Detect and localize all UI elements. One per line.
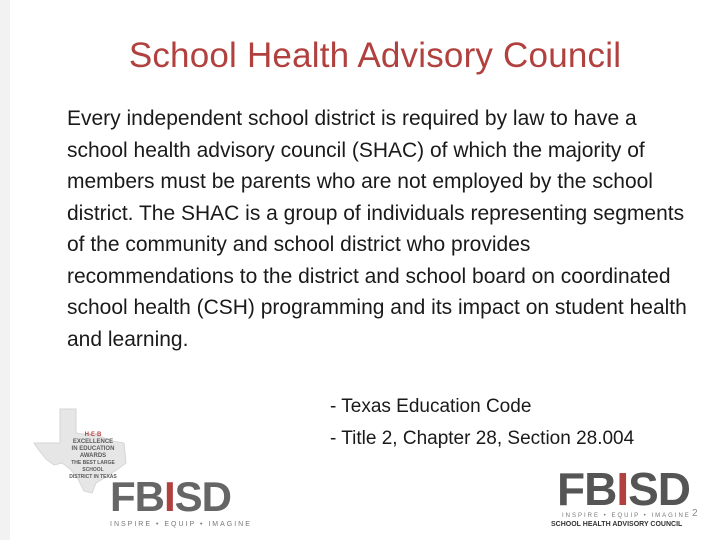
body-paragraph: Every independent school district is required by law to have a school health advisory council (SHAC) of which the majority of members must be parents who are not employed by the school district. The SHAC is a group of individuals representing segments of the community and school district who provides recommendations to the district and school board on coordinated school health (CSH) programming and its impact on student health and learning. — [67, 107, 687, 351]
award-line-4: AWARDS — [79, 453, 107, 459]
wordmark-pre: FB — [557, 463, 617, 515]
citation-line-1: - Texas Education Code — [330, 396, 532, 417]
citation-line-2: - Title 2, Chapter 28, Section 28.004 — [330, 428, 635, 449]
logo-left-tagline: INSPIRE • EQUIP • IMAGINE — [110, 521, 252, 528]
award-line-2: EXCELLENCE — [72, 439, 114, 445]
logo-right-subtitle: SCHOOL HEALTH ADVISORY COUNCIL — [551, 521, 683, 528]
wordmark-post: SD — [174, 473, 232, 520]
page-number: 2 — [692, 508, 698, 519]
slide-title: School Health Advisory Council — [128, 36, 622, 75]
award-line-5: THE BEST LARGE SCHOOL — [71, 460, 115, 473]
left-edge-strip — [0, 0, 10, 540]
award-line-6: DISTRICT IN TEXAS — [69, 474, 117, 480]
wordmark-post: SD — [628, 463, 691, 515]
logo-right-tagline: INSPIRE • EQUIP • IMAGINE — [562, 513, 691, 519]
wordmark-i: I — [616, 463, 629, 515]
citation — [330, 391, 634, 455]
fbisd-logo-left — [110, 473, 232, 520]
wordmark-i: I — [164, 473, 175, 520]
fbisd-logo-right — [557, 463, 691, 515]
award-line-3: IN EDUCATION — [71, 446, 115, 452]
wordmark-pre: FB — [110, 473, 164, 520]
award-line-1: H-E-B — [84, 432, 102, 438]
